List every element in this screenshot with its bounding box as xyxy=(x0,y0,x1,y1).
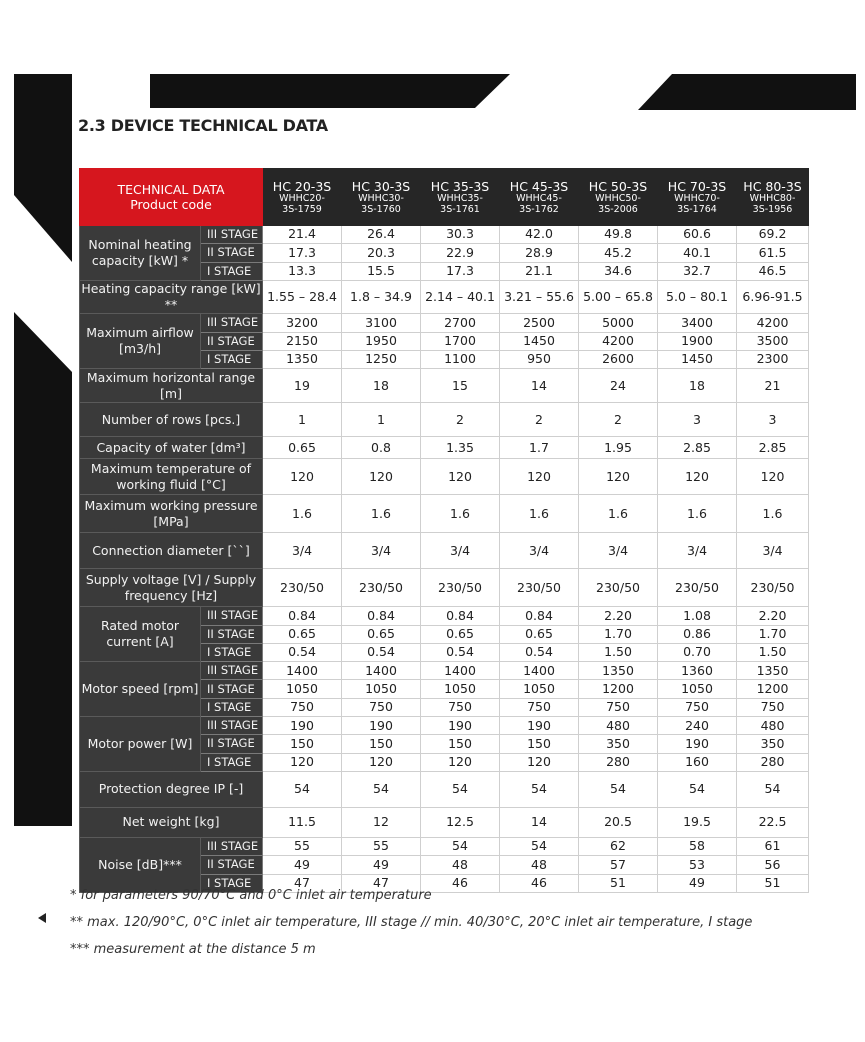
value-cell: 2500 xyxy=(500,314,579,332)
value-cell: 1.7 xyxy=(500,437,579,459)
value-cell: 3/4 xyxy=(658,533,737,569)
value-cell: 2700 xyxy=(421,314,500,332)
value-cell: 0.84 xyxy=(421,607,500,625)
value-cell: 0.65 xyxy=(263,437,342,459)
value-cell: 750 xyxy=(421,698,500,716)
value-cell: 57 xyxy=(579,856,658,874)
value-cell: 2.14 – 40.1 xyxy=(421,280,500,314)
table-row xyxy=(80,459,809,495)
model-code: 3S-1956 xyxy=(752,203,793,215)
value-cell: 0.54 xyxy=(342,643,421,661)
left-bar-lower-shape xyxy=(14,312,72,826)
header-label-cell xyxy=(80,169,263,226)
value-cell: 13.3 xyxy=(263,262,342,280)
value-cell: 1900 xyxy=(658,332,737,350)
value-cell: 6.96-91.5 xyxy=(737,280,809,314)
value-cell: 750 xyxy=(579,698,658,716)
value-cell: 750 xyxy=(342,698,421,716)
value-cell: 34.6 xyxy=(579,262,658,280)
value-cell: 5.00 – 65.8 xyxy=(579,280,658,314)
value-cell: 190 xyxy=(263,717,342,735)
parameter-label: Motor power [W] xyxy=(80,717,201,772)
value-cell: 1050 xyxy=(500,680,579,698)
value-cell: 190 xyxy=(500,717,579,735)
value-cell: 1250 xyxy=(342,350,421,368)
value-cell: 1.6 xyxy=(500,495,579,533)
model-header-cell xyxy=(658,169,737,226)
value-cell: 350 xyxy=(737,735,809,753)
value-cell: 1400 xyxy=(421,662,500,680)
value-cell: 120 xyxy=(421,459,500,495)
value-cell: 150 xyxy=(500,735,579,753)
value-cell: 1.8 – 34.9 xyxy=(342,280,421,314)
value-cell: 26.4 xyxy=(342,226,421,244)
value-cell: 12.5 xyxy=(421,807,500,837)
value-cell: 69.2 xyxy=(737,226,809,244)
model-name: HC 70-3S xyxy=(667,178,727,194)
value-cell: 49 xyxy=(263,856,342,874)
value-cell: 0.54 xyxy=(263,643,342,661)
value-cell: 3/4 xyxy=(579,533,658,569)
footnote-2: ** max. 120/90°C, 0°C inlet air temperature, III stage // min. 40/30°C, 20°C inlet air temperature, I stage xyxy=(70,915,753,930)
model-name: HC 45-3S xyxy=(509,178,569,194)
model-name: HC 50-3S xyxy=(588,178,648,194)
value-cell: 22.9 xyxy=(421,244,500,262)
value-cell: 42.0 xyxy=(500,226,579,244)
value-cell: 750 xyxy=(263,698,342,716)
value-cell: 0.8 xyxy=(342,437,421,459)
value-cell: 48 xyxy=(500,856,579,874)
value-cell: 0.65 xyxy=(342,625,421,643)
value-cell: 1400 xyxy=(342,662,421,680)
value-cell: 24 xyxy=(579,369,658,403)
value-cell: 120 xyxy=(737,459,809,495)
value-cell: 1.70 xyxy=(737,625,809,643)
value-cell: 1400 xyxy=(500,662,579,680)
value-cell: 54 xyxy=(421,837,500,855)
value-cell: 46.5 xyxy=(737,262,809,280)
value-cell: 230/50 xyxy=(579,569,658,607)
value-cell: 47 xyxy=(263,874,342,892)
value-cell: 950 xyxy=(500,350,579,368)
value-cell: 54 xyxy=(737,771,809,807)
value-cell: 1450 xyxy=(500,332,579,350)
parameter-label: Net weight [kg] xyxy=(80,807,263,837)
model-header-cell xyxy=(263,169,342,226)
value-cell: 120 xyxy=(658,459,737,495)
value-cell: 0.65 xyxy=(263,625,342,643)
value-cell: 4200 xyxy=(579,332,658,350)
model-code: 3S-1759 xyxy=(282,203,322,215)
model-header-cell xyxy=(421,169,500,226)
value-cell: 55 xyxy=(342,837,421,855)
header-row xyxy=(80,169,809,226)
parameter-label: Number of rows [pcs.] xyxy=(80,403,263,437)
value-cell: 230/50 xyxy=(658,569,737,607)
left-bar-shape xyxy=(14,74,72,262)
value-cell: 49.8 xyxy=(579,226,658,244)
value-cell: 160 xyxy=(658,753,737,771)
value-cell: 0.84 xyxy=(263,607,342,625)
value-cell: 51 xyxy=(579,874,658,892)
model-code: 3S-1764 xyxy=(677,203,717,215)
value-cell: 56 xyxy=(737,856,809,874)
value-cell: 1050 xyxy=(342,680,421,698)
value-cell: 1950 xyxy=(342,332,421,350)
value-cell: 51 xyxy=(737,874,809,892)
value-cell: 2.85 xyxy=(658,437,737,459)
value-cell: 54 xyxy=(500,837,579,855)
table-row xyxy=(80,369,809,403)
stage-label: III STAGE xyxy=(201,662,263,680)
value-cell: 5000 xyxy=(579,314,658,332)
value-cell: 750 xyxy=(658,698,737,716)
model-code: WHHC70- xyxy=(674,192,720,204)
top-band-shape xyxy=(90,74,510,108)
value-cell: 3/4 xyxy=(421,533,500,569)
parameter-label: Heating capacity range [kW] ** xyxy=(81,280,261,313)
table-row xyxy=(80,771,809,807)
value-cell: 28.9 xyxy=(500,244,579,262)
value-cell: 3/4 xyxy=(737,533,809,569)
value-cell: 230/50 xyxy=(263,569,342,607)
parameter-label: Noise [dB]*** xyxy=(80,837,201,892)
stage-label: III STAGE xyxy=(201,837,263,855)
parameter-label: Protection degree IP [-] xyxy=(80,771,263,807)
page-title: 2.3 DEVICE TECHNICAL DATA xyxy=(78,116,328,135)
value-cell: 19.5 xyxy=(658,807,737,837)
parameter-label: Maximum temperature of working fluid [°C] xyxy=(80,459,263,495)
value-cell: 19 xyxy=(263,369,342,403)
value-cell: 3/4 xyxy=(500,533,579,569)
value-cell: 40.1 xyxy=(658,244,737,262)
value-cell: 230/50 xyxy=(500,569,579,607)
value-cell: 750 xyxy=(737,698,809,716)
stage-label: II STAGE xyxy=(201,680,263,698)
value-cell: 1.35 xyxy=(421,437,500,459)
model-name: HC 35-3S xyxy=(430,178,490,194)
table-row xyxy=(80,403,809,437)
triangle-left-icon xyxy=(38,913,46,923)
model-header-cell xyxy=(579,169,658,226)
value-cell: 750 xyxy=(500,698,579,716)
value-cell: 54 xyxy=(579,771,658,807)
value-cell: 1.6 xyxy=(579,495,658,533)
stage-label: II STAGE xyxy=(201,735,263,753)
parameter-label: Motor speed [rpm] xyxy=(80,662,201,717)
model-code: WHHC30- xyxy=(358,192,404,204)
value-cell: 1360 xyxy=(658,662,737,680)
value-cell: 350 xyxy=(579,735,658,753)
value-cell: 2 xyxy=(500,403,579,437)
parameter-label: Maximum horizontal range [m] xyxy=(80,369,263,403)
value-cell: 2600 xyxy=(579,350,658,368)
model-header-cell xyxy=(500,169,579,226)
value-cell: 62 xyxy=(579,837,658,855)
value-cell: 1350 xyxy=(263,350,342,368)
value-cell: 230/50 xyxy=(421,569,500,607)
footnote-1: * for parameters 90/70°C and 0°C inlet air temperature xyxy=(70,888,432,903)
parameter-label: Nominal heating capacity [kW] * xyxy=(80,226,201,281)
value-cell: 3 xyxy=(658,403,737,437)
stage-label: II STAGE xyxy=(201,244,263,262)
model-name: HC 20-3S xyxy=(272,178,332,194)
value-cell: 14 xyxy=(500,369,579,403)
value-cell: 49 xyxy=(658,874,737,892)
value-cell: 2300 xyxy=(737,350,809,368)
value-cell: 5.0 – 80.1 xyxy=(658,280,737,314)
value-cell: 2.20 xyxy=(579,607,658,625)
footnote-3: *** measurement at the distance 5 m xyxy=(70,942,316,957)
value-cell: 1700 xyxy=(421,332,500,350)
value-cell: 1.55 – 28.4 xyxy=(263,280,342,314)
stage-label: III STAGE xyxy=(201,717,263,735)
value-cell: 15 xyxy=(421,369,500,403)
stage-label: III STAGE xyxy=(201,607,263,625)
value-cell: 17.3 xyxy=(263,244,342,262)
value-cell: 1050 xyxy=(658,680,737,698)
value-cell: 17.3 xyxy=(421,262,500,280)
value-cell: 1.6 xyxy=(263,495,342,533)
table-row xyxy=(80,662,809,680)
model-name: HC 30-3S xyxy=(351,178,411,194)
table-row xyxy=(80,569,809,607)
value-cell: 61 xyxy=(737,837,809,855)
value-cell: 1400 xyxy=(263,662,342,680)
value-cell: 1 xyxy=(342,403,421,437)
value-cell: 15.5 xyxy=(342,262,421,280)
model-name: HC 80-3S xyxy=(743,178,802,194)
value-cell: 0.54 xyxy=(421,643,500,661)
value-cell: 54 xyxy=(658,771,737,807)
value-cell: 20.3 xyxy=(342,244,421,262)
value-cell: 11.5 xyxy=(263,807,342,837)
stage-label: I STAGE xyxy=(201,874,263,892)
value-cell: 3/4 xyxy=(342,533,421,569)
value-cell: 1200 xyxy=(737,680,809,698)
model-header-cell xyxy=(342,169,421,226)
value-cell: 49 xyxy=(342,856,421,874)
footnotes xyxy=(70,882,752,963)
value-cell: 0.65 xyxy=(500,625,579,643)
value-cell: 48 xyxy=(421,856,500,874)
technical-data-table xyxy=(79,168,809,893)
value-cell: 190 xyxy=(421,717,500,735)
model-code: 3S-2006 xyxy=(598,203,638,215)
model-code: 3S-1760 xyxy=(361,203,401,215)
parameter-label: Connection diameter [``] xyxy=(80,533,263,569)
table-row xyxy=(80,495,809,533)
value-cell: 54 xyxy=(342,771,421,807)
value-cell: 14 xyxy=(500,807,579,837)
value-cell: 1.70 xyxy=(579,625,658,643)
table-row xyxy=(80,607,809,625)
value-cell: 0.70 xyxy=(658,643,737,661)
value-cell: 20.5 xyxy=(579,807,658,837)
value-cell: 58 xyxy=(658,837,737,855)
parameter-label: Maximum working pressure [MPa] xyxy=(80,495,263,533)
value-cell: 1050 xyxy=(263,680,342,698)
top-left-notch-shape xyxy=(72,74,150,108)
value-cell: 4200 xyxy=(737,314,809,332)
stage-label: III STAGE xyxy=(201,314,263,332)
value-cell: 53 xyxy=(658,856,737,874)
value-cell: 0.54 xyxy=(500,643,579,661)
value-cell: 280 xyxy=(579,753,658,771)
value-cell: 1.50 xyxy=(737,643,809,661)
value-cell: 0.84 xyxy=(342,607,421,625)
value-cell: 120 xyxy=(421,753,500,771)
value-cell: 3 xyxy=(737,403,809,437)
value-cell: 2 xyxy=(579,403,658,437)
value-cell: 120 xyxy=(263,753,342,771)
value-cell: 1350 xyxy=(737,662,809,680)
stage-label: II STAGE xyxy=(201,625,263,643)
value-cell: 54 xyxy=(263,771,342,807)
value-cell: 230/50 xyxy=(737,569,809,607)
model-code: WHHC50- xyxy=(595,192,641,204)
stage-label: II STAGE xyxy=(201,332,263,350)
value-cell: 280 xyxy=(737,753,809,771)
value-cell: 47 xyxy=(342,874,421,892)
value-cell: 3.21 – 55.6 xyxy=(500,280,579,314)
value-cell: 21 xyxy=(737,369,809,403)
model-code: 3S-1761 xyxy=(440,203,480,215)
parameter-label: Capacity of water [dm³] xyxy=(80,437,263,459)
parameter-label: Maximum airflow [m3/h] xyxy=(80,314,201,369)
value-cell: 120 xyxy=(579,459,658,495)
value-cell: 2150 xyxy=(263,332,342,350)
value-cell: 1.6 xyxy=(737,495,809,533)
value-cell: 55 xyxy=(263,837,342,855)
value-cell: 1.6 xyxy=(421,495,500,533)
value-cell: 480 xyxy=(579,717,658,735)
value-cell: 21.4 xyxy=(263,226,342,244)
value-cell: 1450 xyxy=(658,350,737,368)
model-code: 3S-1762 xyxy=(519,203,559,215)
table-row xyxy=(80,717,809,735)
parameter-label: Rated motor current [A] xyxy=(80,607,201,662)
stage-label: I STAGE xyxy=(201,643,263,661)
header-label-line1: TECHNICAL DATA xyxy=(117,182,225,197)
stage-label: I STAGE xyxy=(201,698,263,716)
value-cell: 54 xyxy=(500,771,579,807)
table-row xyxy=(80,807,809,837)
value-cell: 54 xyxy=(421,771,500,807)
value-cell: 2.85 xyxy=(737,437,809,459)
value-cell: 1.50 xyxy=(579,643,658,661)
value-cell: 45.2 xyxy=(579,244,658,262)
value-cell: 1100 xyxy=(421,350,500,368)
stage-label: I STAGE xyxy=(201,262,263,280)
value-cell: 150 xyxy=(342,735,421,753)
value-cell: 3200 xyxy=(263,314,342,332)
value-cell: 1050 xyxy=(421,680,500,698)
value-cell: 12 xyxy=(342,807,421,837)
value-cell: 230/50 xyxy=(342,569,421,607)
value-cell: 1.95 xyxy=(579,437,658,459)
value-cell: 0.86 xyxy=(658,625,737,643)
value-cell: 18 xyxy=(658,369,737,403)
value-cell: 120 xyxy=(342,753,421,771)
value-cell: 22.5 xyxy=(737,807,809,837)
value-cell: 1350 xyxy=(579,662,658,680)
value-cell: 150 xyxy=(421,735,500,753)
value-cell: 190 xyxy=(658,735,737,753)
value-cell: 120 xyxy=(342,459,421,495)
value-cell: 2.20 xyxy=(737,607,809,625)
stage-label: I STAGE xyxy=(201,350,263,368)
stage-label: II STAGE xyxy=(201,856,263,874)
value-cell: 1.6 xyxy=(658,495,737,533)
value-cell: 46 xyxy=(500,874,579,892)
stage-label: I STAGE xyxy=(201,753,263,771)
value-cell: 3100 xyxy=(342,314,421,332)
value-cell: 3400 xyxy=(658,314,737,332)
table-row xyxy=(80,437,809,459)
value-cell: 18 xyxy=(342,369,421,403)
value-cell: 120 xyxy=(500,459,579,495)
value-cell: 1.08 xyxy=(658,607,737,625)
value-cell: 0.84 xyxy=(500,607,579,625)
model-code: WHHC80- xyxy=(749,192,796,204)
table-row xyxy=(80,280,809,314)
table-row xyxy=(80,837,809,855)
table-row xyxy=(80,533,809,569)
top-right-band-shape xyxy=(638,74,856,110)
value-cell: 1.6 xyxy=(342,495,421,533)
model-code: WHHC35- xyxy=(437,192,483,204)
value-cell: 1200 xyxy=(579,680,658,698)
value-cell: 120 xyxy=(500,753,579,771)
value-cell: 3500 xyxy=(737,332,809,350)
value-cell: 150 xyxy=(263,735,342,753)
value-cell: 61.5 xyxy=(737,244,809,262)
value-cell: 480 xyxy=(737,717,809,735)
table-row xyxy=(80,226,809,244)
value-cell: 32.7 xyxy=(658,262,737,280)
table-row xyxy=(80,314,809,332)
value-cell: 1 xyxy=(263,403,342,437)
value-cell: 21.1 xyxy=(500,262,579,280)
value-cell: 60.6 xyxy=(658,226,737,244)
value-cell: 30.3 xyxy=(421,226,500,244)
value-cell: 190 xyxy=(342,717,421,735)
value-cell: 2 xyxy=(421,403,500,437)
value-cell: 0.65 xyxy=(421,625,500,643)
value-cell: 3/4 xyxy=(263,533,342,569)
parameter-label: Supply voltage [V] / Supply frequency [Hz] xyxy=(80,569,263,607)
value-cell: 46 xyxy=(421,874,500,892)
stage-label: III STAGE xyxy=(201,226,263,244)
model-code: WHHC20- xyxy=(279,192,325,204)
value-cell: 120 xyxy=(263,459,342,495)
model-code: WHHC45- xyxy=(516,192,562,204)
model-header-cell xyxy=(737,169,809,226)
header-label-line2: Product code xyxy=(130,197,212,212)
value-cell: 240 xyxy=(658,717,737,735)
